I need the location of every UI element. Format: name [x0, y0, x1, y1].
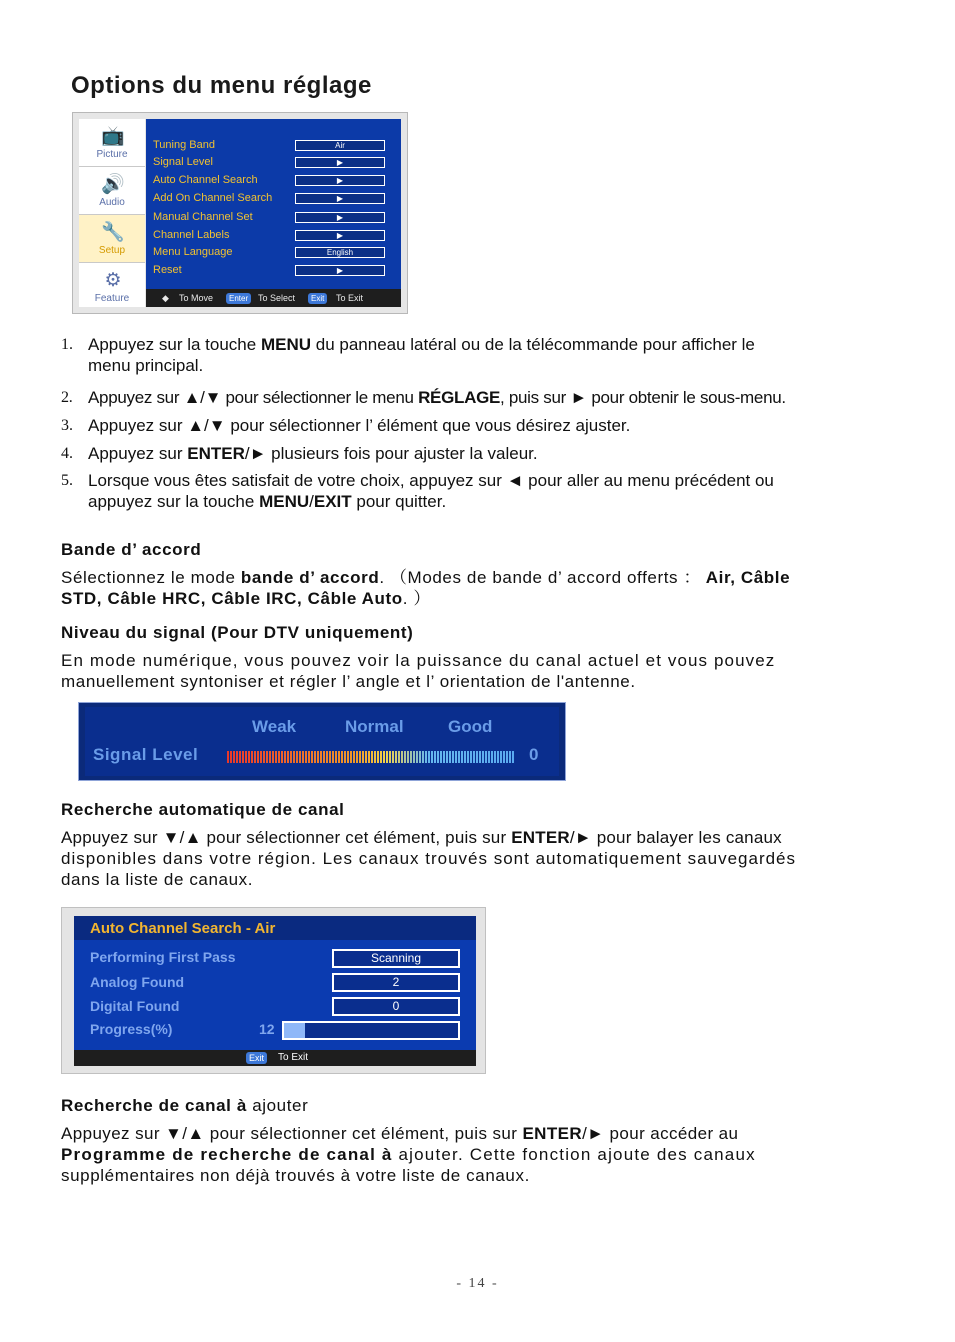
section-heading-recherche-auto: Recherche automatique de canal [61, 800, 345, 819]
recherche-auto-line-3: dans la liste de canaux. [61, 870, 254, 889]
exit-label: To Exit [336, 293, 364, 303]
auto-channel-search-screenshot [61, 907, 486, 1074]
normal-label: Normal [345, 717, 404, 736]
step-text: Appuyez sur ▲/▼ pour sélectionner le menu RÉGLAGE, puis sur ► pour obtenir le sous-menu. [88, 388, 786, 407]
setup-menu-screenshot [72, 112, 408, 314]
sidebar-item-feature[interactable] [79, 263, 145, 310]
sidebar-item-label: Setup [98, 245, 126, 256]
sidebar-item-label: Feature [94, 293, 130, 304]
menu-row-label: Manual Channel Set [153, 211, 253, 223]
menu-row-label: Channel Labels [153, 229, 230, 241]
exit-key: Exit [308, 293, 327, 304]
acs-row-label: Analog Found [90, 974, 185, 990]
menu-row-channel-labels[interactable] [153, 227, 398, 243]
recherche-ajout-line-1: Appuyez sur ▼/▲ pour sélectionner cet élément, puis sur ENTER/► pour accéder au [61, 1124, 739, 1143]
bande-line-1: Sélectionnez le mode bande d’ accord. （Modes de bande d’ accord offerts ： Air, Câble [61, 568, 791, 587]
move-icon: ◆ [162, 293, 169, 303]
step-number: 2. [61, 389, 73, 406]
weak-label: Weak [252, 717, 297, 736]
section-heading-recherche-ajout: Recherche de canal à ajouter [61, 1096, 309, 1115]
section-heading-bande: Bande d’ accord [61, 540, 202, 559]
menu-row-signal-level[interactable] [153, 154, 398, 170]
sidebar-item-setup[interactable] [79, 215, 145, 263]
good-label: Good [448, 717, 493, 736]
menu-row-reset[interactable] [153, 262, 398, 278]
step-number: 4. [61, 445, 73, 462]
menu-row-value: ▶ [295, 175, 385, 186]
exit-label: To Exit [278, 1052, 309, 1063]
signal-level-screenshot [78, 702, 566, 781]
menu-row-value: ▶ [295, 212, 385, 223]
recherche-ajout-line-3: supplémentaires non déjà trouvés à votre liste de canaux. [61, 1166, 530, 1185]
recherche-auto-line-2: disponibles dans votre région. Les canaux trouvés sont automatiquement sauvegardés [61, 849, 797, 868]
move-label: To Move [179, 293, 214, 303]
acs-row-label: Digital Found [90, 998, 180, 1014]
signal-strength-bar [227, 751, 515, 763]
step-text-line2: menu principal. [88, 356, 204, 375]
menu-row-label: Menu Language [153, 246, 233, 258]
menu-row-add-on-channel-search[interactable] [153, 190, 398, 206]
exit-key: Exit [246, 1052, 267, 1064]
acs-footer [74, 1050, 476, 1066]
setup-icon: 🔧 [101, 222, 125, 243]
step-number: 3. [61, 417, 73, 434]
step-text: Appuyez sur ▲/▼ pour sélectionner l’ élément que vous désirez ajuster. [88, 416, 631, 435]
step-text-line2: appuyez sur la touche MENU/EXIT pour quitter. [88, 492, 447, 511]
tv-icon: 📺 [101, 126, 125, 147]
sidebar-item-label: Picture [96, 149, 128, 160]
progress-label: Progress(%) [90, 1021, 173, 1037]
sidebar-item-label: Audio [99, 197, 125, 208]
recherche-auto-line-1: Appuyez sur ▼/▲ pour sélectionner cet élément, puis sur ENTER/► pour balayer les canaux [61, 828, 782, 847]
acs-row-value: 0 [332, 997, 460, 1016]
menu-row-label: Reset [153, 264, 182, 276]
page-title: Options du menu réglage [71, 72, 372, 99]
acs-row-value: 2 [332, 973, 460, 992]
progress-fill [284, 1023, 305, 1038]
menu-row-value: ▶ [295, 230, 385, 241]
bande-line-2: STD, Câble HRC, Câble IRC, Câble Auto. ） [61, 589, 432, 608]
section-heading-niveau: Niveau du signal (Pour DTV uniquement) [61, 623, 414, 642]
sidebar-item-picture[interactable] [79, 119, 145, 167]
setup-panel [146, 119, 401, 307]
step-number: 1. [61, 336, 73, 353]
acs-title: Auto Channel Search - Air [74, 916, 476, 940]
acs-row-value: Scanning [332, 949, 460, 968]
menu-row-value: Air [295, 140, 385, 151]
menu-row-label: Tuning Band [153, 139, 215, 151]
menu-row-manual-channel-set[interactable] [153, 209, 398, 225]
menu-footer [146, 289, 401, 307]
menu-row-value: ▶ [295, 265, 385, 276]
step-text: Lorsque vous êtes satisfait de votre choix, appuyez sur ◄ pour aller au menu précédent ou [88, 471, 774, 490]
recherche-ajout-line-2: Programme de recherche de canal à ajouter. Cette fonction ajoute des canaux [61, 1145, 756, 1164]
menu-row-value: English [295, 247, 385, 258]
feature-icon: ⚙ [104, 270, 122, 291]
niveau-line-2: manuellement syntoniser et régler l’ angle et l’ orientation de l'antenne. [61, 672, 636, 691]
menu-row-menu-language[interactable] [153, 244, 398, 260]
progress-bar [282, 1021, 460, 1040]
step-text: Appuyez sur la touche MENU du panneau latéral ou de la télécommande pour afficher le [88, 335, 755, 354]
menu-row-tuning-band[interactable] [153, 137, 398, 153]
progress-value: 12 [259, 1021, 275, 1037]
step-text: Appuyez sur ENTER/► plusieurs fois pour ajuster la valeur. [88, 444, 538, 463]
menu-row-value: ▶ [295, 193, 385, 204]
enter-key: Enter [226, 293, 251, 304]
signal-level-value: 0 [529, 745, 539, 764]
niveau-line-1: En mode numérique, vous pouvez voir la puissance du canal actuel et vous pouvez [61, 651, 776, 670]
menu-row-auto-channel-search[interactable] [153, 172, 398, 188]
menu-row-value: ▶ [295, 157, 385, 168]
speaker-icon: 🔊 [101, 174, 125, 195]
menu-row-label: Add On Channel Search [153, 192, 273, 204]
sidebar-item-audio[interactable] [79, 167, 145, 215]
menu-sidebar [79, 119, 145, 307]
menu-row-label: Auto Channel Search [153, 174, 258, 186]
select-label: To Select [258, 293, 296, 303]
acs-row-label: Performing First Pass [90, 949, 236, 965]
menu-row-label: Signal Level [153, 156, 213, 168]
step-number: 5. [61, 472, 73, 489]
page-number: - 14 - [456, 1276, 499, 1291]
signal-level-label: Signal Level [93, 745, 199, 764]
